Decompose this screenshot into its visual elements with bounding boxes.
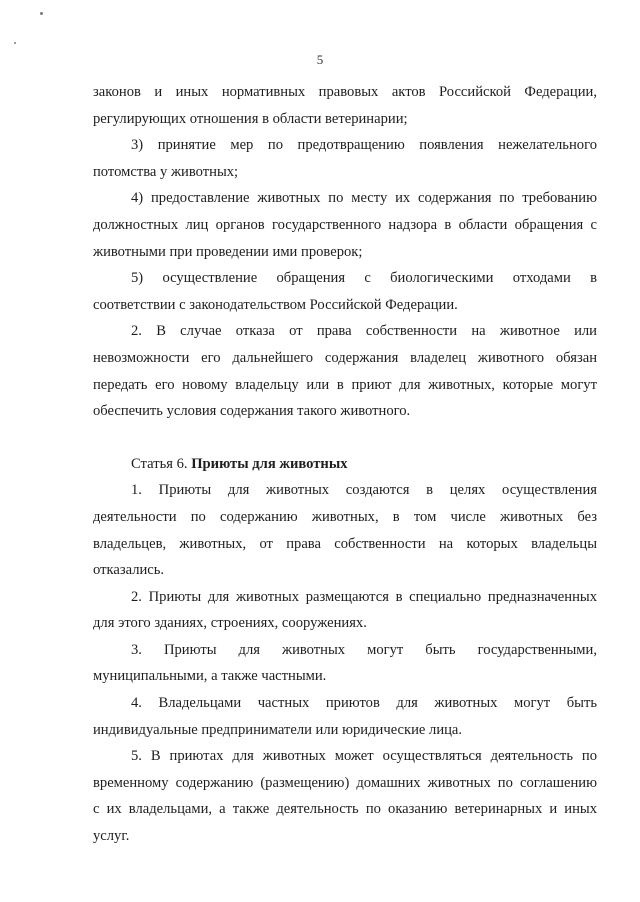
document-body [93,79,597,850]
paragraph [93,265,597,318]
page-number: 5 [316,52,324,67]
paragraph [93,690,597,743]
paragraph [93,743,597,849]
text-line: 3) принятие мер по предотвращению появления нежелательного [131,137,597,154]
text-line: 3. Приюты для животных могут быть государственными, [131,641,597,658]
paragraph [93,318,597,424]
paragraph [93,584,597,637]
text-line: 5. В приютах для животных может осуществляться деятельность по [131,748,597,765]
text-line: должностных лиц органов государственного надзора в области обращения с [93,216,597,233]
text-line: соответствии с законодательством Российской Федерации. [93,296,458,313]
text-line: законов и иных нормативных правовых актов Российской Федерации, [93,84,597,100]
text-line: 5) осуществление обращения с биологическими отходами в [131,270,597,287]
text-line: 2. В случае отказа от права собственности на животное или [131,323,597,340]
article-heading [93,451,597,478]
text-line: отказались. [93,562,165,579]
paragraph [93,637,597,690]
text-line: 2. Приюты для животных размещаются в специально предназначенных [131,588,597,605]
text-line: услуг. [93,828,130,845]
text-line: индивидуальные предприниматели или юридические лица. [93,721,463,738]
text-line: регулирующих отношения в области ветеринарии; [93,110,408,127]
text-line: деятельности по содержанию животных, в том числе животных без [93,508,597,525]
text-line: муниципальными, а также частными. [93,668,327,685]
article-number: Статья 6. [131,455,188,472]
text-line: 4) предоставление животных по месту их содержания по требованию [131,190,597,207]
paragraph [93,79,597,132]
text-line: владельцев, животных, от права собственности на которых владельцы [93,535,597,552]
text-line: 4. Владельцами частных приютов для животных могут быть [131,695,597,712]
paragraph [93,185,597,265]
section-gap [93,425,597,451]
text-line: для этого зданиях, строениях, сооружениях. [93,615,367,632]
paragraph [93,477,597,583]
text-line: передать его новому владельцу или в приют для животных, которые могут [93,376,597,393]
text-line: потомства у животных; [93,163,239,180]
scan-speck-top [40,12,43,15]
scan-speck-left [14,42,16,44]
paragraph [93,132,597,185]
text-line: обеспечить условия содержания такого животного. [93,403,411,420]
text-line: с их владельцами, а также деятельность по оказанию ветеринарных и иных [93,801,597,818]
article-title: Приюты для животных [191,455,348,472]
text-line: невозможности его дальнейшего содержания владелец животного обязан [93,349,597,366]
text-line: животными при проведении ими проверок; [93,243,363,260]
text-line: 1. Приюты для животных создаются в целях осуществления [131,482,597,499]
text-line: временному содержанию (размещению) домашних животных по соглашению [93,774,597,791]
